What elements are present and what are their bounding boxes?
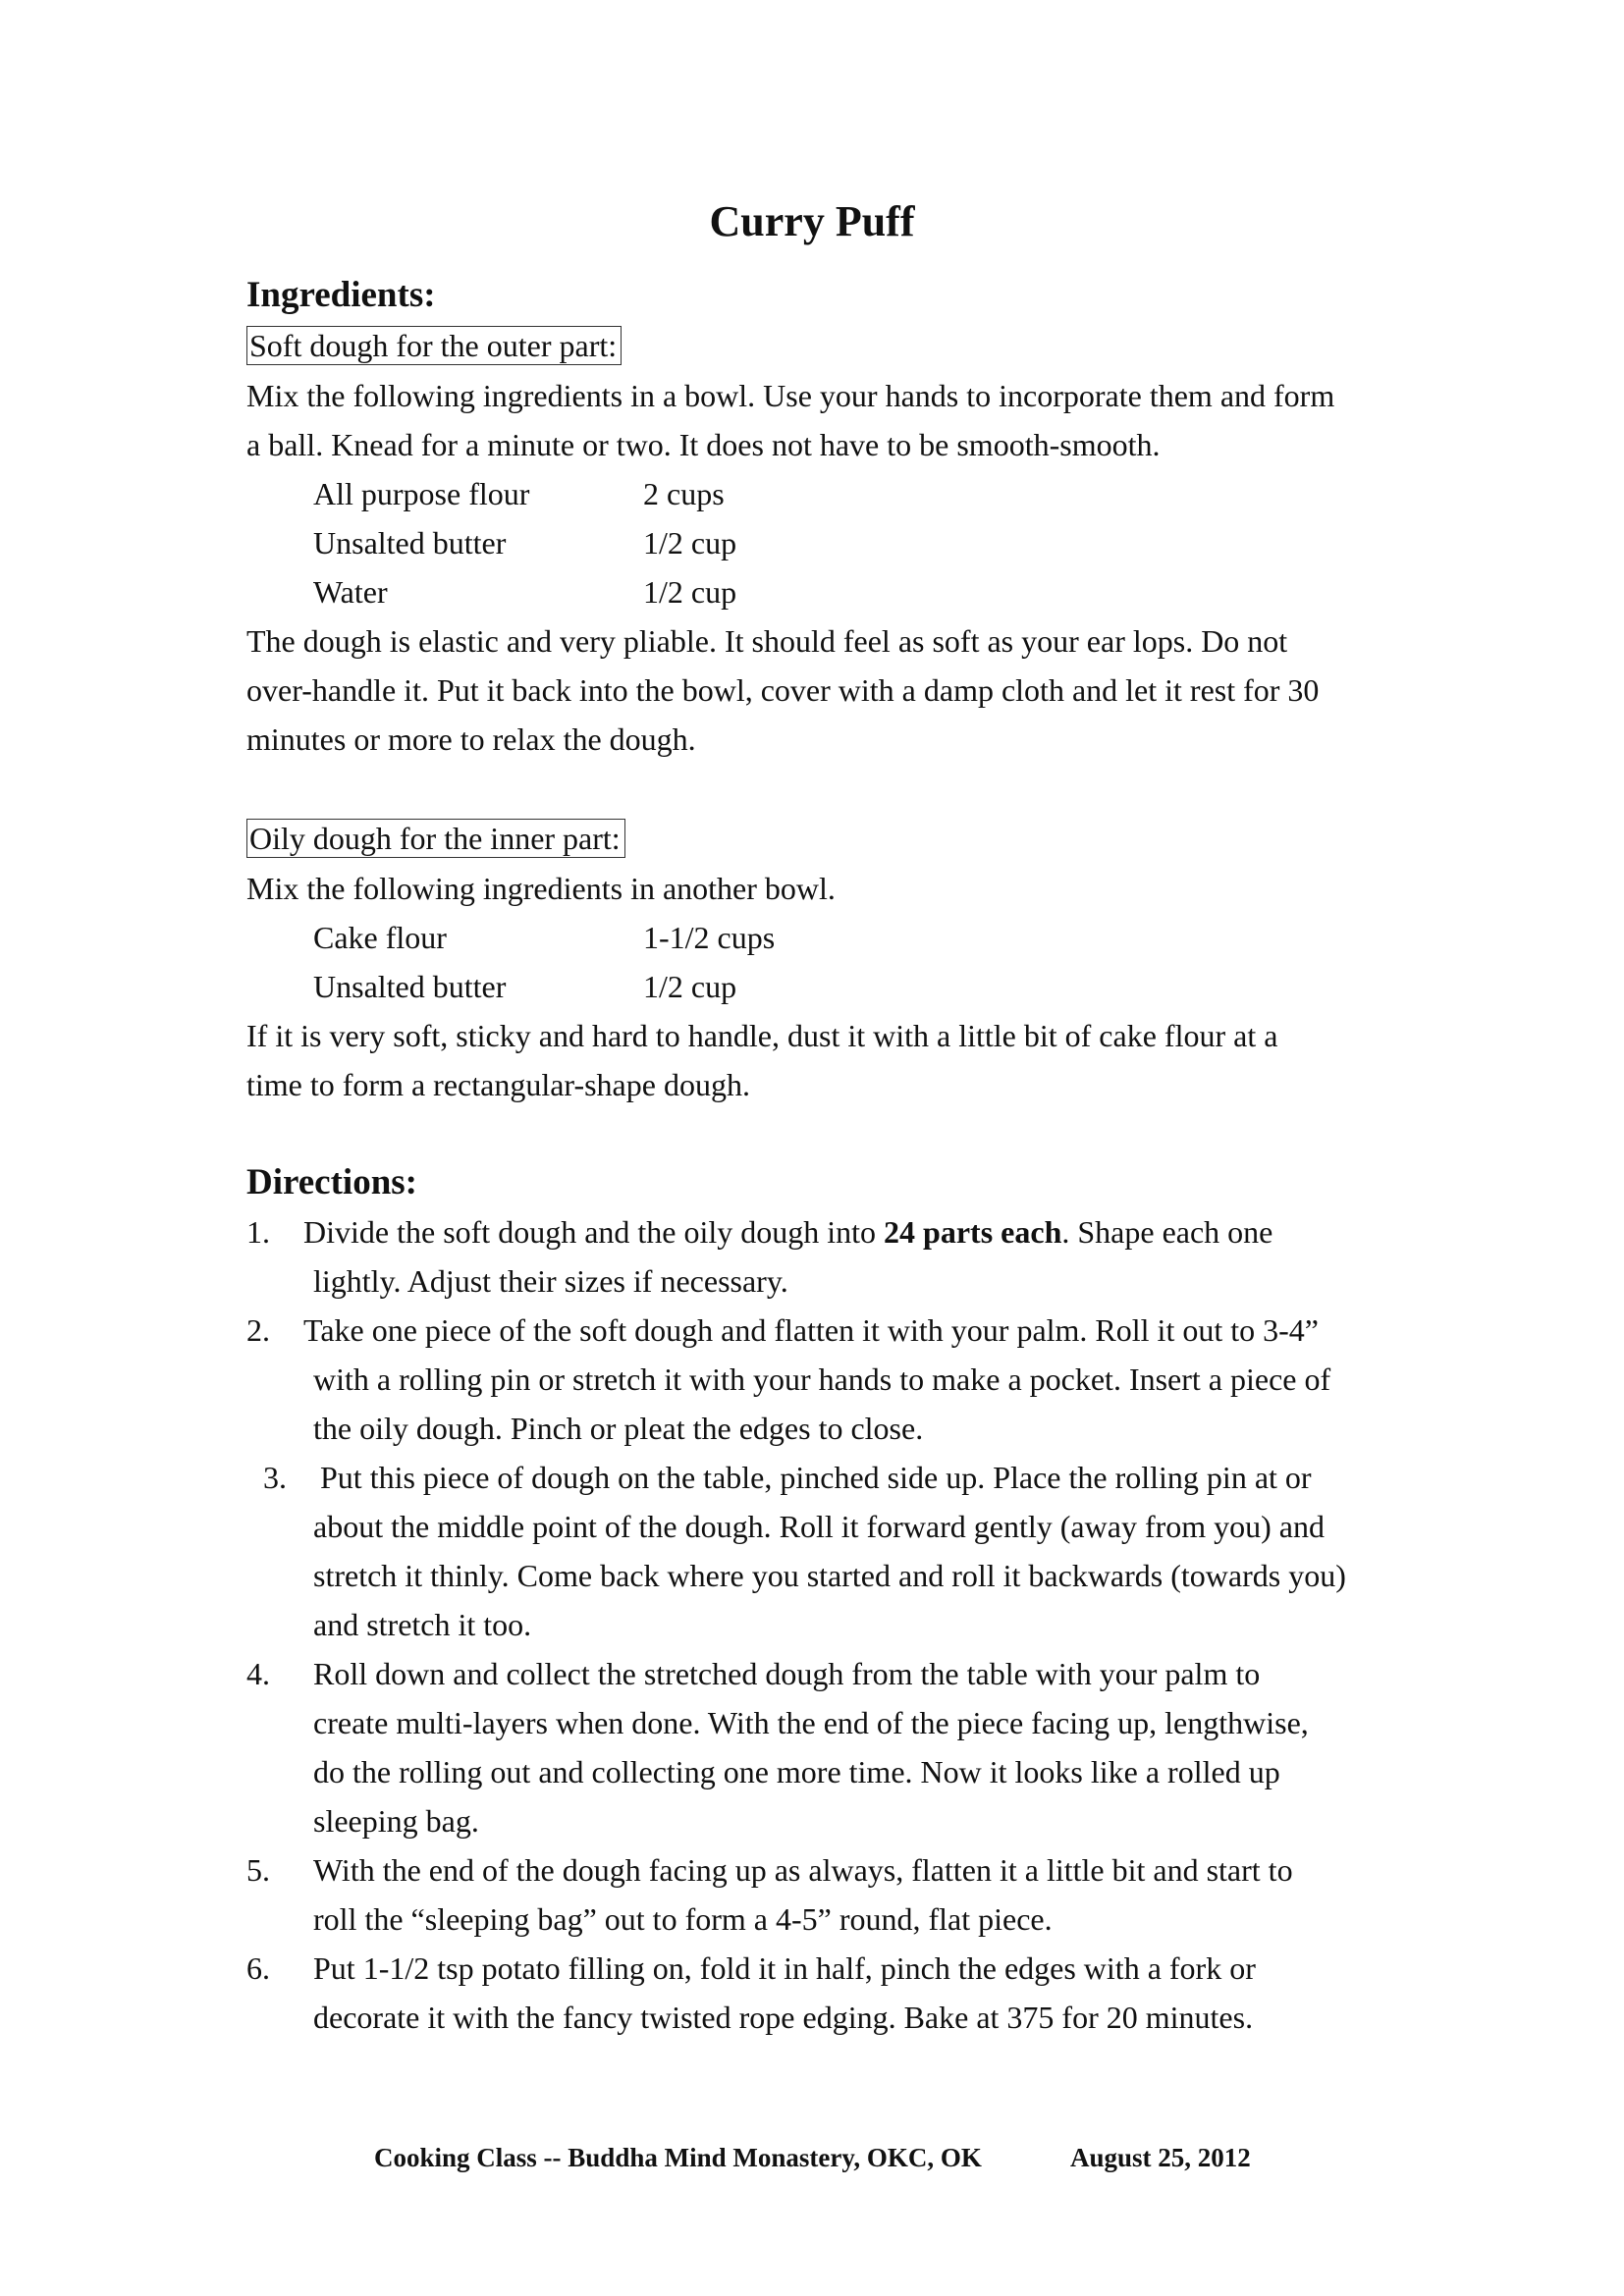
footer-class-info: Cooking Class -- Buddha Mind Monastery, OKC, OK bbox=[374, 2143, 982, 2172]
outer-note-line: The dough is elastic and very pliable. It should feel as soft as your ear lops. Do not bbox=[246, 623, 1288, 659]
step-number: 4. bbox=[246, 1656, 270, 1691]
step-line: roll the “sleeping bag” out to form a 4-5” round, flat piece. bbox=[313, 1901, 1053, 1937]
ingredient-name: Cake flour bbox=[313, 920, 447, 955]
step-number: 1. bbox=[246, 1214, 270, 1250]
ingredients-heading: Ingredients: bbox=[246, 275, 436, 315]
inner-dough-label: Oily dough for the inner part: bbox=[246, 819, 625, 858]
ingredient-quantity: 1/2 cup bbox=[643, 969, 737, 1004]
step-line: the oily dough. Pinch or pleat the edges to close. bbox=[313, 1411, 924, 1446]
step-text: Divide the soft dough and the oily dough into bbox=[303, 1214, 885, 1250]
step-number: 6. bbox=[246, 1950, 270, 1986]
ingredient-quantity: 2 cups bbox=[643, 476, 725, 511]
step-line: Roll down and collect the stretched dough from the table with your palm to bbox=[313, 1656, 1261, 1691]
footer-date: August 25, 2012 bbox=[1070, 2143, 1251, 2172]
recipe-title: Curry Puff bbox=[709, 197, 915, 245]
ingredient-quantity: 1/2 cup bbox=[643, 574, 737, 610]
step-line bbox=[303, 1207, 1272, 1256]
step-text: . Shape each one bbox=[1061, 1214, 1273, 1250]
outer-note-line: over-handle it. Put it back into the bowl, cover with a damp cloth and let it rest for 30 bbox=[246, 672, 1320, 708]
step-line: about the middle point of the dough. Roll it forward gently (away from you) and bbox=[313, 1509, 1325, 1544]
step-emphasis: 24 parts each bbox=[884, 1214, 1062, 1250]
step-number: 3. bbox=[263, 1460, 287, 1495]
inner-note-line: If it is very soft, sticky and hard to handle, dust it with a little bit of cake flour at a bbox=[246, 1018, 1278, 1053]
step-line: do the rolling out and collecting one more time. Now it looks like a rolled up bbox=[313, 1754, 1280, 1789]
step-line: Take one piece of the soft dough and flatten it with your palm. Roll it out to 3-4” bbox=[303, 1312, 1319, 1348]
outer-note-line: minutes or more to relax the dough. bbox=[246, 721, 696, 757]
step-line: sleeping bag. bbox=[313, 1803, 479, 1839]
step-line: and stretch it too. bbox=[313, 1607, 532, 1642]
inner-note-line: time to form a rectangular-shape dough. bbox=[246, 1067, 750, 1102]
step-line: decorate it with the fancy twisted rope edging. Bake at 375 for 20 minutes. bbox=[313, 2000, 1254, 2035]
step-line: With the end of the dough facing up as always, flatten it a little bit and start to bbox=[313, 1852, 1293, 1888]
ingredient-name: Unsalted butter bbox=[313, 525, 507, 561]
outer-intro-line: Mix the following ingredients in a bowl. Use your hands to incorporate them and form bbox=[246, 378, 1335, 413]
ingredient-quantity: 1-1/2 cups bbox=[643, 920, 776, 955]
step-line: stretch it thinly. Come back where you started and roll it backwards (towards you) bbox=[313, 1558, 1346, 1593]
ingredient-name: Water bbox=[313, 574, 388, 610]
step-number: 5. bbox=[246, 1852, 270, 1888]
step-line: Put this piece of dough on the table, pinched side up. Place the rolling pin at or bbox=[320, 1460, 1312, 1495]
step-number: 2. bbox=[246, 1312, 270, 1348]
directions-heading: Directions: bbox=[246, 1162, 417, 1202]
ingredient-name: All purpose flour bbox=[313, 476, 530, 511]
ingredient-quantity: 1/2 cup bbox=[643, 525, 737, 561]
step-line: Put 1-1/2 tsp potato filling on, fold it in half, pinch the edges with a fork or bbox=[313, 1950, 1256, 1986]
step-line: create multi-layers when done. With the end of the piece facing up, lengthwise, bbox=[313, 1705, 1309, 1740]
step-line: lightly. Adjust their sizes if necessary. bbox=[313, 1263, 788, 1299]
outer-dough-label: Soft dough for the outer part: bbox=[246, 326, 622, 365]
ingredient-name: Unsalted butter bbox=[313, 969, 507, 1004]
outer-intro-line: a ball. Knead for a minute or two. It does not have to be smooth-smooth. bbox=[246, 427, 1161, 462]
inner-intro-line: Mix the following ingredients in another bowl. bbox=[246, 871, 836, 906]
step-line: with a rolling pin or stretch it with your hands to make a pocket. Insert a piece of bbox=[313, 1362, 1331, 1397]
